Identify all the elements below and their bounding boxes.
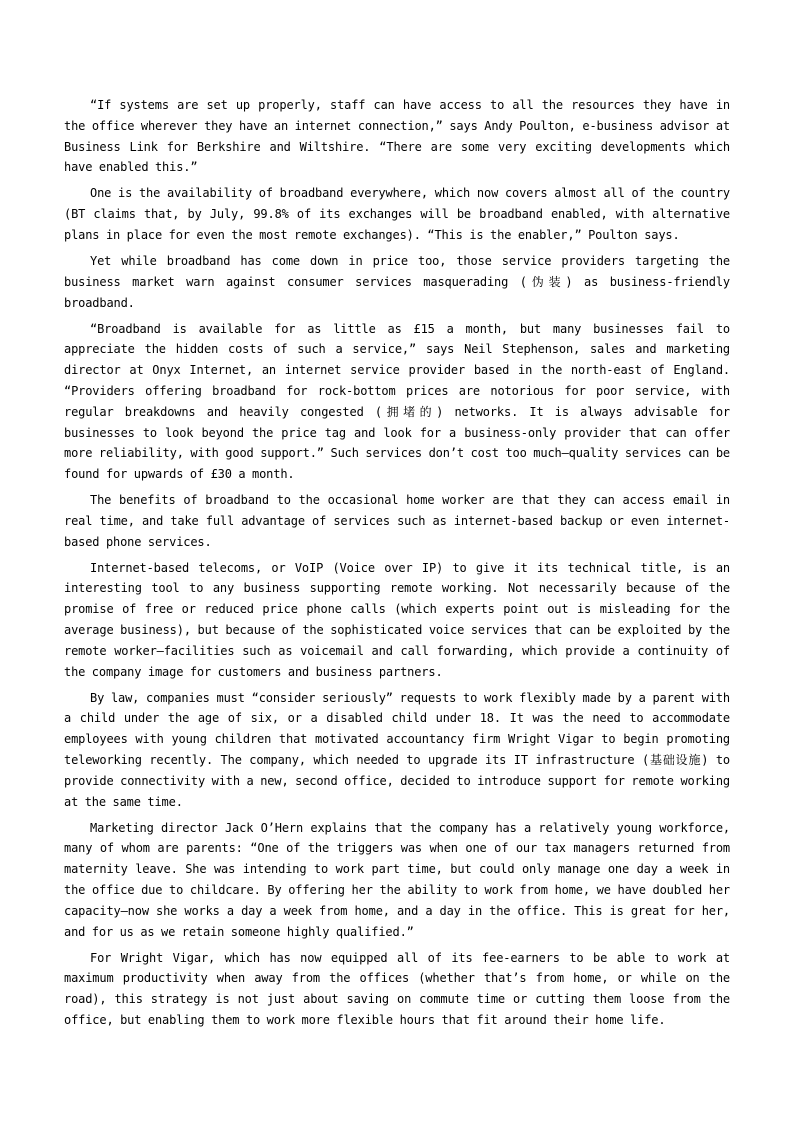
- paragraph-7: By law, companies must “consider seriously” requests to work flexibly made by a parent with a child under the age of six, or a disabled child under 18. It was the need to accommodate employees with young children that motivated accountancy firm Wright Vigar to begin promoting teleworking recently. The company, which needed to upgrade its IT infrastructure (基础设施) to provide connectivity with a new, second office, decided to introduce support for remote working at the same time.: [64, 690, 730, 809]
- document-page: [64, 95, 730, 1036]
- paragraph-8: Marketing director Jack O’Hern explains that the company has a relatively young workforce, many of whom are parents: “One of the triggers was when one of our tax managers returned from maternity leave. She was intending to work part time, but could only manage one day a week in the office due to childcare. By offering her the ability to work from home, we have doubled her capacity—now she works a day a week from home, and a day in the office. This is great for her, and for us as we retain someone highly qualified.”: [64, 820, 730, 939]
- paragraph-1: “If systems are set up properly, staff can have access to all the resources they have in the office wherever they have an internet connection,” says Andy Poulton, e-business advisor at Business Link for Berkshire and Wiltshire. “There are some very exciting developments which have enabled this.”: [64, 98, 730, 175]
- paragraph-3: Yet while broadband has come down in price too, those service providers targeting the business market warn against consumer services masquerading (伪装) as business-friendly broadband.: [64, 253, 730, 310]
- paragraph-5: The benefits of broadband to the occasional home worker are that they can access email in real time, and take full advantage of services such as internet-based backup or even internet-based phone services.: [64, 493, 730, 549]
- paragraph-2: One is the availability of broadband everywhere, which now covers almost all of the country (BT claims that, by July, 99.8% of its exchanges will be broadband enabled, with alternative plans in place for even the most remote exchanges). “This is the enabler,” Poulton says.: [64, 186, 730, 242]
- paragraph-9: For Wright Vigar, which has now equipped all of its fee-earners to be able to work at maximum productivity when away from the offices (whether that’s from home, or while on the road), this strategy is not just about saving on commute time or cutting them loose from the office, but enabling them to work more flexible hours that fit around their home life.: [64, 950, 730, 1027]
- paragraph-6: Internet-based telecoms, or VoIP (Voice over IP) to give it its technical title, is an interesting tool to any business supporting remote working. Not necessarily because of the promise of free or reduced price phone calls (which experts point out is misleading for the average business), but because of the sophisticated voice services that can be exploited by the remote worker—facilities such as voicemail and call forwarding, which provide a continuity of the company image for customers and business partners.: [64, 560, 730, 679]
- paragraph-4: “Broadband is available for as little as £15 a month, but many businesses fail to appreciate the hidden costs of such a service,” says Neil Stephenson, sales and marketing director at Onyx Internet, an internet service provider based in the north-east of England. “Providers offering broadband for rock-bottom prices are notorious for poor service, with regular breakdowns and heavily congested (拥堵的) networks. It is always advisable for businesses to look beyond the price tag and look for a business-only provider that can offer more reliability, with good support.” Such services don’t cost too much—quality services can be found for upwards of £30 a month.: [64, 321, 730, 482]
